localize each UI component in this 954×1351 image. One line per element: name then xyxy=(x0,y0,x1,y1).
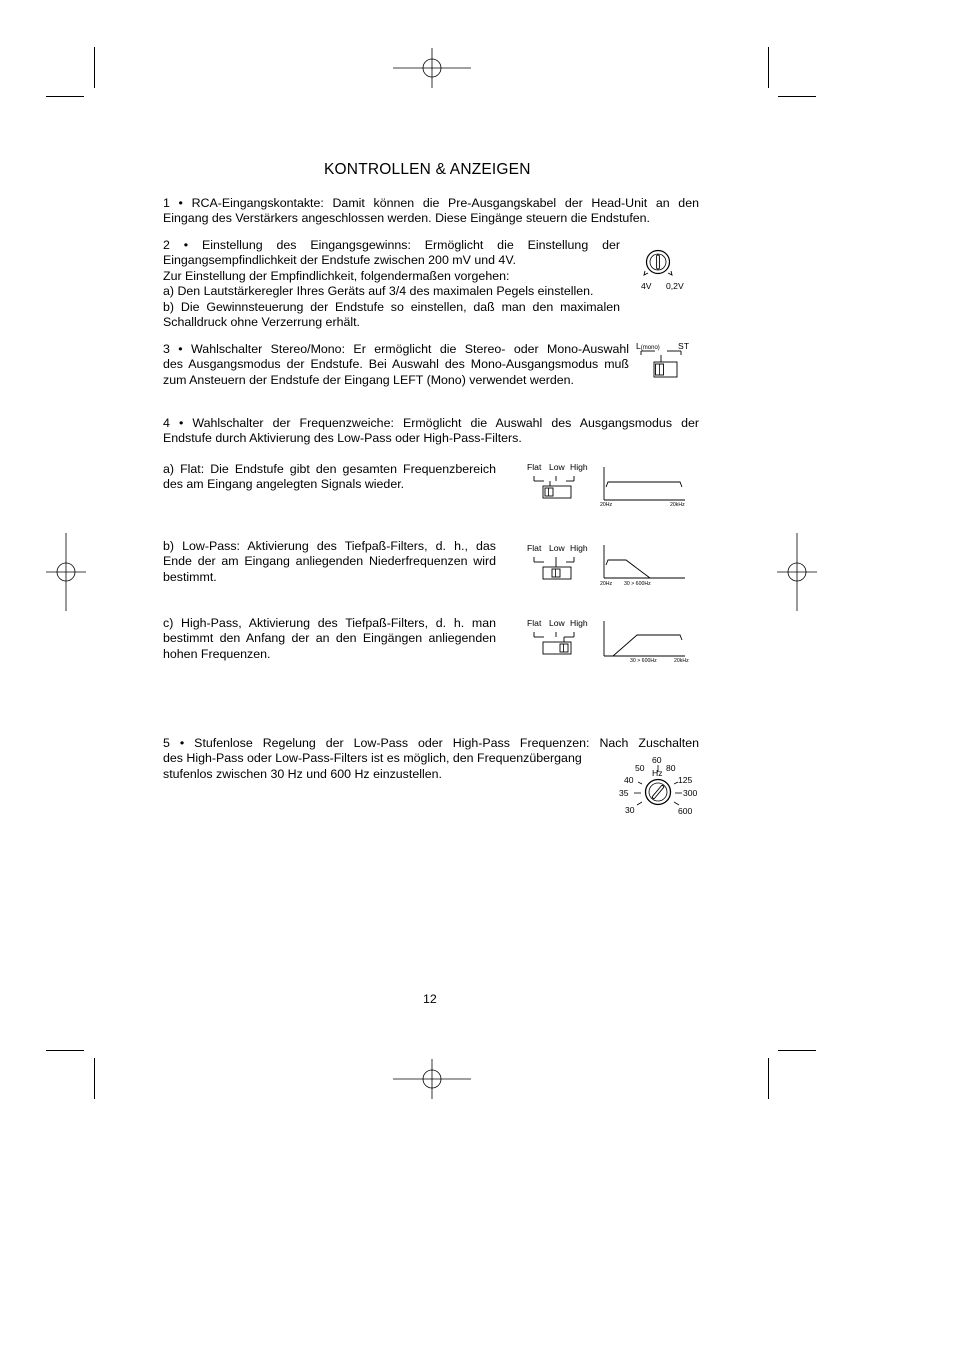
crossover-switch-label-high: High xyxy=(570,618,588,628)
text-line: a) Flat: Die Endstufe gibt den gesamten Frequenzbereich xyxy=(163,462,496,476)
dial-tick-300: 300 xyxy=(683,788,698,798)
text-line: 1 • RCA-Eingangskontakte: Damit können die Pre-Ausgangskabel der Head-Unit an den xyxy=(163,196,699,210)
mono-switch-label-right: ST xyxy=(678,341,689,351)
text-line: zum Ansteuern der Endstufe der Eingang LEFT (Mono) verwendet werden. xyxy=(163,372,574,387)
mono-switch-label-l: L xyxy=(636,341,641,351)
graph-c-label-right: 20kHz xyxy=(674,658,689,664)
crossover-switch-label-low: Low xyxy=(549,618,565,628)
section-5-text xyxy=(163,736,699,782)
graph-a-label-left: 20Hz xyxy=(600,502,613,508)
text-line: a) Den Lautstärkeregler Ihres Geräts auf 3/4 des maximalen Pegels einstellen. xyxy=(163,284,594,299)
gain-knob-label-left: 4V xyxy=(641,281,652,291)
registration-mark-bottom xyxy=(393,1059,471,1099)
text-line: b) Low-Pass: Aktivierung des Tiefpaß-Filters, d. h., das xyxy=(163,539,496,553)
frequency-response-lowpass-graph xyxy=(603,545,685,579)
crop-mark xyxy=(768,47,769,88)
section-4c-text xyxy=(163,616,496,662)
dial-tick-125: 125 xyxy=(678,775,693,785)
text-line: des Ausgangsmodus der Endstufe. Bei Auswahl des Mono-Ausgangsmodus muß xyxy=(163,357,629,372)
text-line: Endstufe durch Aktivierung des Low-Pass oder High-Pass-Filters. xyxy=(163,431,522,446)
stereo-mono-switch-icon xyxy=(641,350,681,380)
text-line: stufenlos zwischen 30 Hz und 600 Hz einzustellen. xyxy=(163,766,442,781)
graph-a-label-right: 20kHz xyxy=(670,502,685,508)
registration-mark-right xyxy=(777,533,817,611)
section-3-text xyxy=(163,342,629,388)
mono-switch-label-sub: (mono) xyxy=(640,345,660,351)
text-line: Eingang des Verstärkers angeschlossen werden. Diese Eingänge steuern die Endstufen. xyxy=(163,211,650,226)
crossover-switch-label-flat: Flat xyxy=(527,462,542,472)
dial-unit-label: Hz xyxy=(652,768,663,778)
text-line: b) Die Gewinnsteuerung der Endstufe so einstellen, daß man den maximalen xyxy=(163,299,620,314)
page-number: 12 xyxy=(423,992,437,1006)
text-line: Zur Einstellung der Empfindlichkeit, folgendermaßen vorgehen: xyxy=(163,268,510,283)
text-line: Eingangsempfindlichkeit der Endstufe zwischen 200 mV und 4V. xyxy=(163,253,516,268)
graph-b-label-left: 20Hz xyxy=(600,581,613,587)
crossover-switch-flat-icon xyxy=(534,473,579,499)
crop-mark xyxy=(94,47,95,88)
registration-mark-top xyxy=(393,48,471,88)
dial-tick-30: 30 xyxy=(625,805,635,815)
frequency-response-highpass-graph xyxy=(603,621,685,657)
crossover-switch-lowpass-icon xyxy=(534,554,579,580)
crop-mark xyxy=(778,1050,816,1051)
dial-tick-60: 60 xyxy=(652,755,662,765)
crossover-switch-label-high: High xyxy=(570,543,588,553)
registration-mark-left xyxy=(46,533,86,611)
text-line: c) High-Pass, Aktivierung des Tiefpaß-Filters, d. h. man xyxy=(163,616,496,630)
text-line: 4 • Wahlschalter der Frequenzweiche: Ermöglicht die Auswahl des Ausgangsmodus der xyxy=(163,416,699,430)
dial-tick-80: 80 xyxy=(666,763,676,773)
frequency-response-flat-graph xyxy=(603,467,685,501)
crop-mark xyxy=(768,1058,769,1099)
text-line: Ende der am Eingang anliegenden Niederfrequenzen wird xyxy=(163,554,496,569)
crop-mark xyxy=(46,1050,84,1051)
crossover-switch-label-high: High xyxy=(570,462,588,472)
text-line: des am Eingang angelegten Signals wieder. xyxy=(163,477,405,492)
crossover-switch-label-low: Low xyxy=(549,543,565,553)
gain-knob-icon xyxy=(641,246,681,280)
section-4a-text xyxy=(163,462,496,493)
dial-tick-50: 50 xyxy=(635,763,645,773)
text-line: bestimmt. xyxy=(163,569,217,584)
text-line: Schalldruck ohne Verzerrung erhält. xyxy=(163,315,360,330)
gain-knob-label-right: 0,2V xyxy=(666,281,684,291)
crop-mark xyxy=(94,1058,95,1099)
text-line: 5 • Stufenlose Regelung der Low-Pass oder High-Pass Frequenzen: Nach Zuschalten xyxy=(163,736,699,750)
crop-mark xyxy=(46,96,84,97)
dial-tick-35: 35 xyxy=(619,788,629,798)
text-line: 2 • Einstellung des Eingangsgewinns: Ermöglicht die Einstellung der xyxy=(163,238,620,252)
section-4-text xyxy=(163,416,699,447)
dial-tick-40: 40 xyxy=(624,775,634,785)
dial-tick-600: 600 xyxy=(678,806,693,816)
graph-b-label-right: 30 > 600Hz xyxy=(624,581,651,587)
page-title: KONTROLLEN & ANZEIGEN xyxy=(324,161,531,178)
crossover-switch-label-flat: Flat xyxy=(527,543,542,553)
graph-c-label-left: 30 > 600Hz xyxy=(630,658,657,664)
crop-mark xyxy=(778,96,816,97)
text-line: bestimmt den Anfang der an den Eingängen anliegenden xyxy=(163,631,496,646)
section-2-text xyxy=(163,238,620,330)
text-line: des High-Pass oder Low-Pass-Filters ist es möglich, den Frequenzübergang xyxy=(163,751,582,766)
text-line: hohen Frequenzen. xyxy=(163,646,271,661)
section-1-text xyxy=(163,196,699,227)
text-line: 3 • Wahlschalter Stereo/Mono: Er ermöglicht die Stereo- oder Mono-Auswahl xyxy=(163,342,629,356)
section-4b-text xyxy=(163,539,496,585)
crossover-switch-label-low: Low xyxy=(549,462,565,472)
crossover-switch-label-flat: Flat xyxy=(527,618,542,628)
crossover-switch-highpass-icon xyxy=(534,629,579,655)
